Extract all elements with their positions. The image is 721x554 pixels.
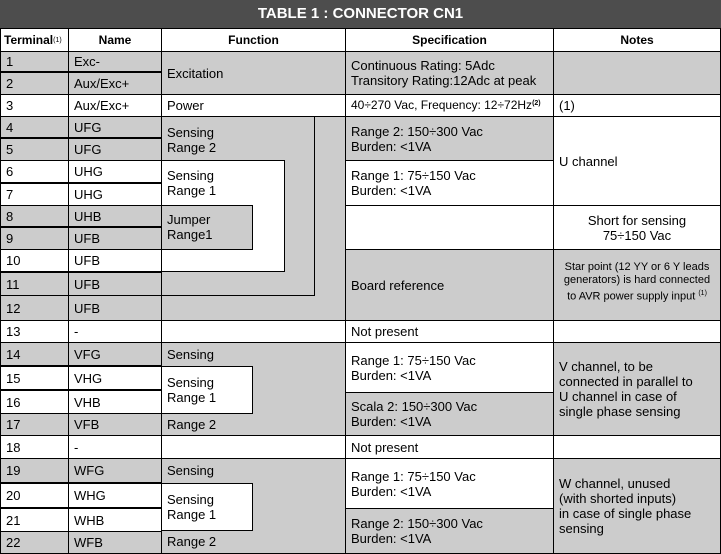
name-cell: UFB <box>68 249 162 272</box>
header-terminal-label: Terminal <box>4 32 54 47</box>
terminal-cell: 12 <box>0 295 69 321</box>
bracket-range2-right <box>314 116 315 296</box>
terminal-cell: 5 <box>0 138 69 161</box>
bracket-range1-right <box>284 160 285 272</box>
notes-star-point <box>553 249 721 321</box>
name-cell: WHG <box>68 483 162 508</box>
notes-terminal18 <box>553 435 721 459</box>
bracket-range2-bottom <box>161 295 315 296</box>
spec-board-reference: Board reference <box>345 249 554 321</box>
function-jumper-range1: Jumper Range1 <box>167 212 213 242</box>
terminal-cell: 10 <box>0 249 69 272</box>
spec-excitation: Continuous Rating: 5Adc Transitory Rating:12Adc at peak <box>345 51 554 95</box>
notes-v-channel: V channel, to be connected in parallel to U channel in case of single phase sensing <box>553 342 721 436</box>
terminal-cell: 22 <box>0 531 69 554</box>
name-cell: - <box>68 435 162 459</box>
name-cell: UFB <box>68 227 162 250</box>
name-cell: UHG <box>68 160 162 183</box>
function-excitation: Excitation <box>161 51 346 95</box>
terminal-cell: 3 <box>0 94 69 117</box>
function-sensing-range1: Sensing Range 1 <box>167 168 217 198</box>
name-cell: UFB <box>68 272 162 296</box>
function-v-sensing: Sensing <box>167 347 214 362</box>
terminal-cell: 11 <box>0 272 69 296</box>
terminal-cell: 4 <box>0 116 69 138</box>
name-cell: UHB <box>68 205 162 227</box>
name-cell: - <box>68 320 162 343</box>
notes-terminal13 <box>553 320 721 343</box>
terminal-cell: 17 <box>0 413 69 436</box>
terminal-cell: 14 <box>0 342 69 366</box>
spec-v-range2: Scala 2: 150÷300 Vac Burden: <1VA <box>345 392 554 436</box>
name-cell: WHB <box>68 508 162 532</box>
terminal-cell: 20 <box>0 483 69 508</box>
function-power: Power <box>161 94 346 117</box>
spec-w-range2: Range 2: 150÷300 Vac Burden: <1VA <box>345 508 554 554</box>
notes-excitation <box>553 51 721 95</box>
name-cell: VHB <box>68 390 162 414</box>
name-cell: VFG <box>68 342 162 366</box>
function-w-sensing-range1: Sensing Range 1 <box>167 492 217 522</box>
header-terminal <box>0 28 69 52</box>
spec-w-range1: Range 1: 75÷150 Vac Burden: <1VA <box>345 458 554 509</box>
notes-u-channel: U channel <box>553 116 721 206</box>
terminal-cell: 2 <box>0 72 69 95</box>
header-notes: Notes <box>553 28 721 52</box>
spec-jumper <box>345 205 554 250</box>
notes-short-sensing: Short for sensing 75÷150 Vac <box>553 205 721 250</box>
name-cell: VHG <box>68 366 162 390</box>
spec-v-range1: Range 1: 75÷150 Vac Burden: <1VA <box>345 342 554 393</box>
name-cell: UHG <box>68 183 162 206</box>
terminal-cell: 16 <box>0 390 69 414</box>
notes-w-channel: W channel, unused (with shorted inputs) in case of single phase sensing <box>553 458 721 554</box>
function-v-range2: Range 2 <box>167 417 217 432</box>
notes-power: (1) <box>553 94 721 117</box>
terminal-cell: 18 <box>0 435 69 459</box>
name-cell: UFG <box>68 116 162 138</box>
terminal-cell: 9 <box>0 227 69 250</box>
function-terminal18 <box>161 435 346 459</box>
terminal-cell: 19 <box>0 458 69 483</box>
terminal-cell: 13 <box>0 320 69 343</box>
name-cell: Exc- <box>68 51 162 72</box>
function-v-sensing-range1: Sensing Range 1 <box>167 375 217 405</box>
spec-power-text: 40÷270 Vac, Frequency: 12÷72Hz <box>351 98 533 112</box>
name-cell: Aux/Exc+ <box>68 72 162 95</box>
name-cell: VFB <box>68 413 162 436</box>
spec-power-note: (2) <box>532 100 541 107</box>
header-specification: Specification <box>345 28 554 52</box>
name-cell: UFB <box>68 295 162 321</box>
terminal-cell: 15 <box>0 366 69 390</box>
table-title: TABLE 1 : CONNECTOR CN1 <box>0 0 721 28</box>
name-cell: Aux/Exc+ <box>68 94 162 117</box>
spec-not-present-18: Not present <box>345 435 554 459</box>
terminal-cell: 1 <box>0 51 69 72</box>
name-cell: WFG <box>68 458 162 483</box>
notes-star-point-note: (1) <box>698 290 707 297</box>
terminal-cell: 6 <box>0 160 69 183</box>
name-cell: UFG <box>68 138 162 161</box>
function-w-sensing: Sensing <box>167 463 214 478</box>
function-sensing-range2: Sensing Range 2 <box>167 125 217 155</box>
terminal-cell: 7 <box>0 183 69 206</box>
notes-star-point-text: Star point (12 YY or 6 Y leads generators) is hard connected to AVR power supply input <box>563 261 711 303</box>
spec-u-range2: Range 2: 150÷300 Vac Burden: <1VA <box>345 116 554 161</box>
spec-not-present-13: Not present <box>345 320 554 343</box>
spec-u-range1: Range 1: 75÷150 Vac Burden: <1VA <box>345 160 554 206</box>
terminal-cell: 8 <box>0 205 69 227</box>
name-cell: WFB <box>68 531 162 554</box>
function-w-range2: Range 2 <box>167 534 217 549</box>
header-name: Name <box>68 28 162 52</box>
spec-power <box>345 94 554 117</box>
terminal-cell: 21 <box>0 508 69 532</box>
header-terminal-note: (1) <box>53 36 62 44</box>
function-terminal13 <box>161 320 346 343</box>
header-function: Function <box>161 28 346 52</box>
